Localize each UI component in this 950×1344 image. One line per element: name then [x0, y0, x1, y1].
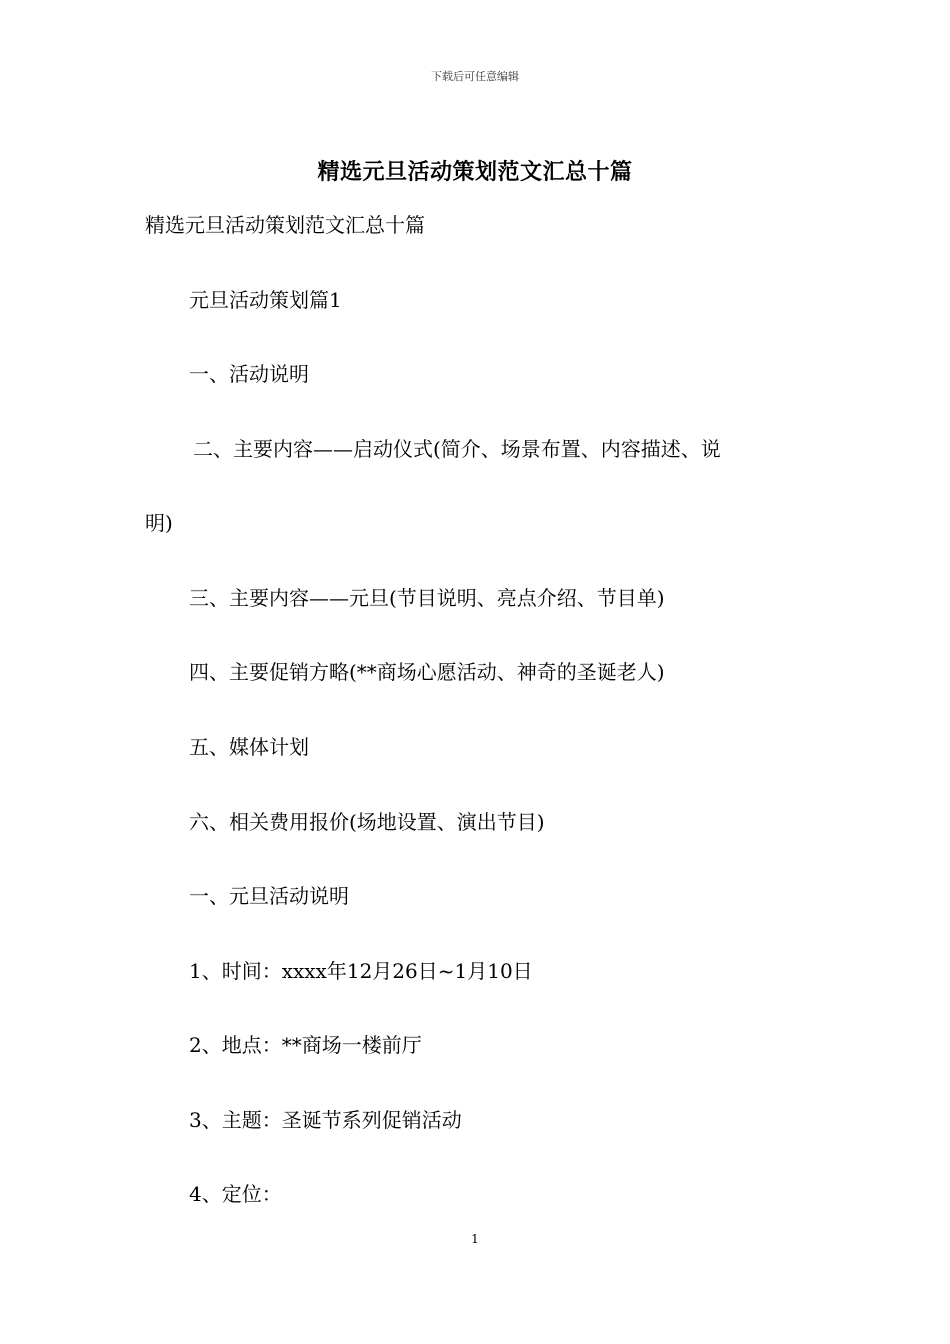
paragraph-line: 一、元旦活动说明 [189, 884, 349, 908]
section-heading: 元旦活动策划篇1 [189, 288, 342, 312]
paragraph-line: 五、媒体计划 [189, 735, 309, 759]
paragraph-line: 2、地点：**商场一楼前厅 [189, 1033, 422, 1057]
paragraph-line: 六、相关费用报价(场地设置、演出节目) [189, 810, 545, 834]
page-number: 1 [471, 1232, 479, 1246]
paragraph-line: 一、活动说明 [189, 362, 309, 386]
paragraph-line: 二、主要内容——启动仪式(简介、场景布置、内容描述、说 [193, 437, 721, 461]
document-title: 精选元旦活动策划范文汇总十篇 [317, 159, 633, 185]
subtitle-line: 精选元旦活动策划范文汇总十篇 [145, 213, 425, 237]
header-note: 下载后可任意编辑 [431, 70, 519, 83]
paragraph-line: 4、定位： [189, 1182, 282, 1206]
paragraph-line: 四、主要促销方略(**商场心愿活动、神奇的圣诞老人) [189, 660, 665, 684]
paragraph-line: 三、主要内容——元旦(节目说明、亮点介绍、节目单) [189, 586, 665, 610]
paragraph-line: 3、主题：圣诞节系列促销活动 [189, 1108, 462, 1132]
paragraph-line-continued: 明) [145, 511, 173, 535]
paragraph-line: 1、时间：xxxx年12月26日~1月10日 [189, 959, 533, 983]
